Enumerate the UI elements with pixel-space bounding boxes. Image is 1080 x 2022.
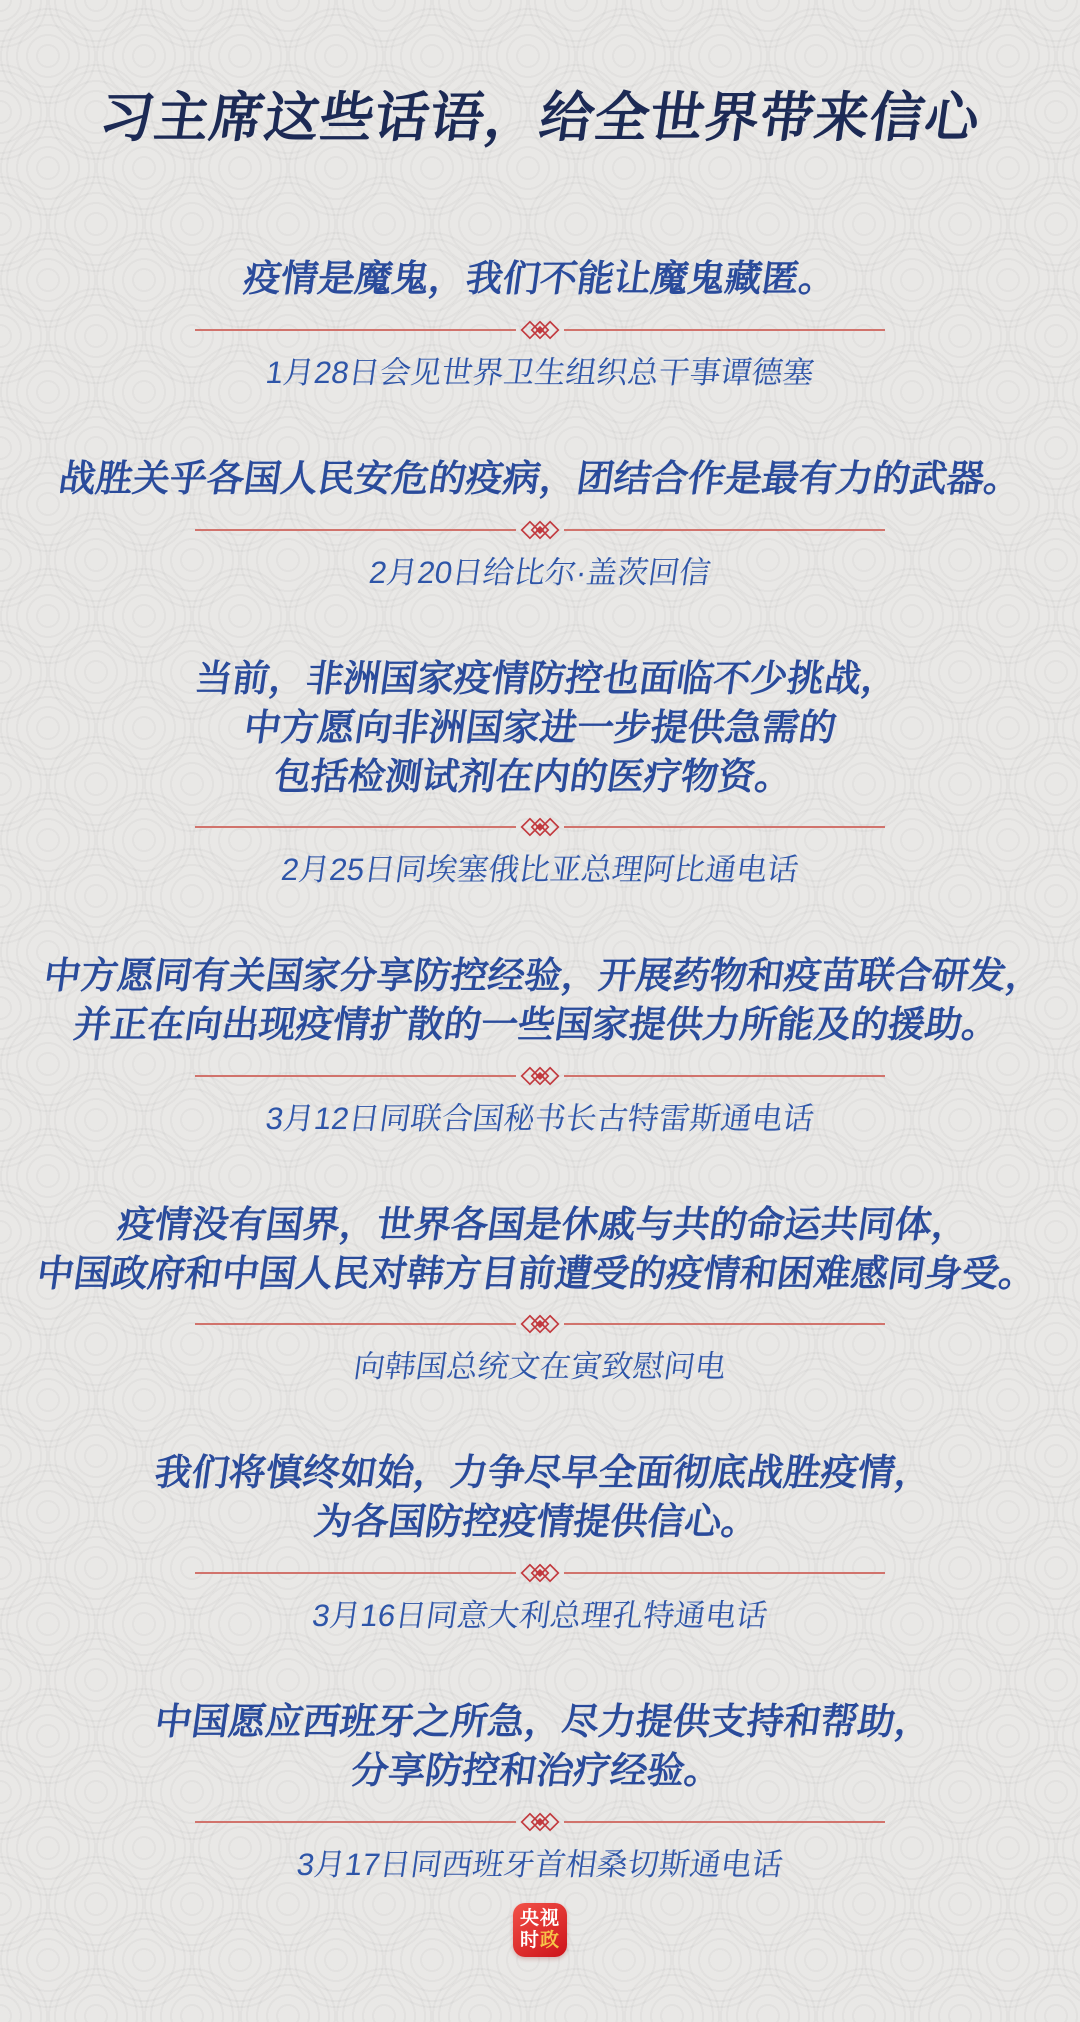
divider-line <box>564 826 885 828</box>
diamond-ornament-icon <box>518 318 562 342</box>
quote-line: 中国政府和中国人民对韩方目前遭受的疫情和困难感同身受。 <box>34 1252 1040 1294</box>
logo-row-1: 央视 <box>519 1908 560 1929</box>
divider <box>195 518 885 542</box>
quote-source: 2月25日同埃塞俄比亚总理阿比通电话 <box>279 852 801 888</box>
diamond-ornament-icon <box>518 1312 562 1336</box>
divider-line <box>195 1821 516 1823</box>
logo-row-2 <box>520 1930 560 1952</box>
quote-source: 3月16日同意大利总理孔特通电话 <box>310 1598 770 1634</box>
diamond-ornament-icon <box>518 1561 562 1585</box>
divider-line <box>195 329 516 331</box>
quote-line: 中国愿应西班牙之所急，尽力提供支持和帮助， <box>152 1701 935 1743</box>
quote-source: 向韩国总统文在寅致慰问电 <box>351 1349 729 1385</box>
diamond-ornament-icon <box>518 815 562 839</box>
quote-line: 分享防控和治疗经验。 <box>348 1749 725 1791</box>
divider <box>195 1064 885 1088</box>
divider-line <box>195 826 516 828</box>
logo-char-shi: 时 <box>519 1930 540 1951</box>
quote-line: 中方愿同有关国家分享防控经验，开展药物和疫苗联合研发， <box>41 955 1046 997</box>
cctv-shizheng-logo <box>513 1903 567 1957</box>
quote-block-5 <box>0 1201 1080 1388</box>
divider-line <box>564 1323 885 1325</box>
divider-line <box>195 529 516 531</box>
diamond-ornament-icon <box>518 518 562 542</box>
quote-line: 并正在向出现疫情扩散的一些国家提供力所能及的援助。 <box>71 1003 1003 1045</box>
quote-source: 2月20日给比尔·盖茨回信 <box>367 554 713 590</box>
quote-text <box>0 1698 1080 1796</box>
divider <box>195 815 885 839</box>
quote-text <box>0 455 1080 504</box>
divider <box>195 1561 885 1585</box>
divider <box>195 1312 885 1336</box>
quote-block-3 <box>0 655 1080 890</box>
divider-line <box>195 1075 516 1077</box>
quote-source: 1月28日会见世界卫生组织总干事谭德塞 <box>263 354 817 390</box>
quote-text <box>0 255 1080 304</box>
divider-line <box>564 1075 885 1077</box>
quote-line: 为各国防控疫情提供信心。 <box>311 1501 762 1543</box>
divider-line <box>195 1323 516 1325</box>
quote-line: 战胜关乎各国人民安危的疫病，团结合作是最有力的武器。 <box>56 457 1025 499</box>
quote-line: 当前，非洲国家疫情防控也面临不少挑战， <box>192 657 902 699</box>
divider-line <box>195 1572 516 1574</box>
quote-block-6 <box>0 1449 1080 1636</box>
logo-char-zheng: 政 <box>540 1930 561 1951</box>
quote-text <box>0 655 1080 801</box>
diamond-ornament-icon <box>518 1810 562 1834</box>
divider <box>195 1810 885 1834</box>
quote-block-7 <box>0 1698 1080 1885</box>
divider-line <box>564 1821 885 1823</box>
quote-block-1 <box>0 255 1080 393</box>
divider-line <box>564 529 885 531</box>
quote-line: 我们将慎终如始，力争尽早全面彻底战胜疫情， <box>152 1452 935 1494</box>
divider-line <box>564 1572 885 1574</box>
page-title: 习主席这些话语，给全世界带来信心 <box>95 88 985 148</box>
quote-text <box>0 1449 1080 1547</box>
quote-source: 3月12日同联合国秘书长古特雷斯通电话 <box>263 1100 817 1136</box>
quote-block-2 <box>0 455 1080 593</box>
quote-line: 疫情没有国界，世界各国是休戚与共的命运共同体， <box>115 1203 972 1245</box>
quote-text <box>0 952 1080 1050</box>
divider <box>195 318 885 342</box>
quote-line: 疫情是魔鬼，我们不能让魔鬼藏匿。 <box>241 258 840 299</box>
diamond-ornament-icon <box>518 1064 562 1088</box>
divider-line <box>564 329 885 331</box>
quote-text <box>0 1201 1080 1299</box>
quote-block-4 <box>0 952 1080 1139</box>
quote-source: 3月17日同西班牙首相桑切斯通电话 <box>294 1846 786 1882</box>
quote-line: 包括检测试剂在内的医疗物资。 <box>271 755 796 797</box>
quote-line: 中方愿向非洲国家进一步提供急需的 <box>241 706 840 748</box>
